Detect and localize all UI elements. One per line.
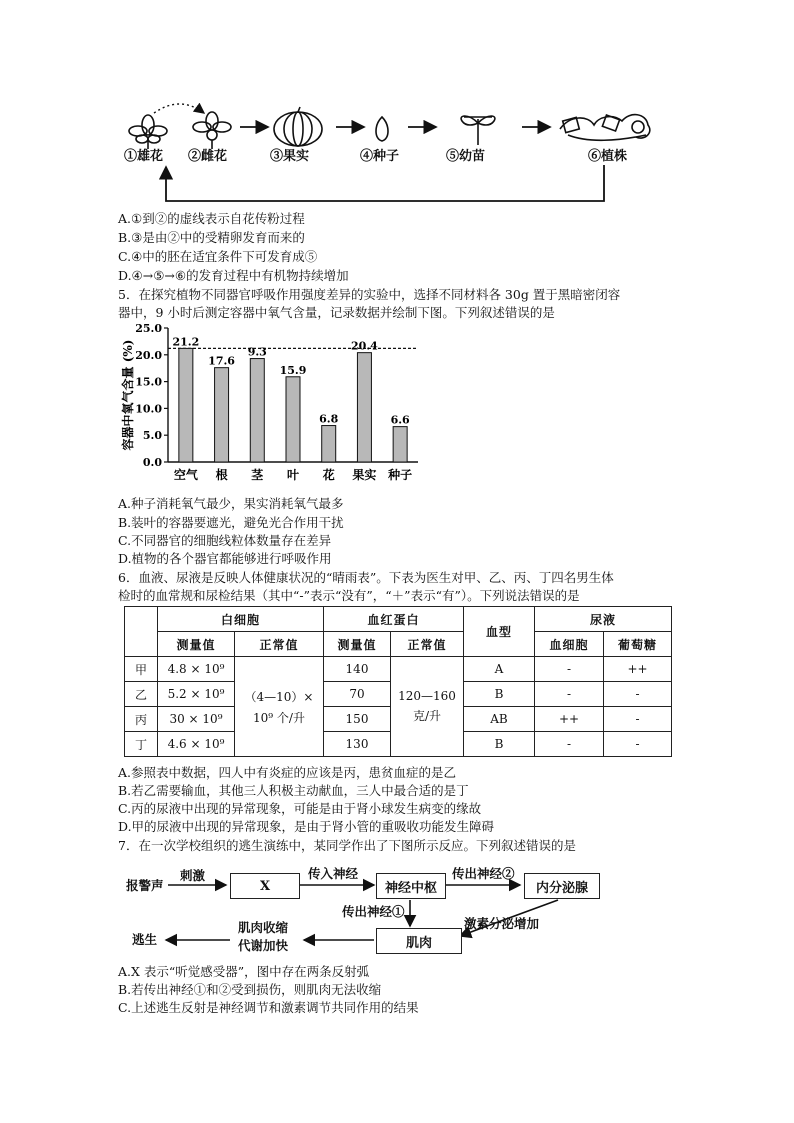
- bar-value-label: 15.9: [279, 363, 307, 377]
- stage-female-flower: ②雌花: [188, 149, 228, 164]
- q6-option-c: C.丙的尿液中出现的异常现象，可能是由于肾小球发生病变的缘故: [118, 801, 482, 816]
- hb-value: 130: [324, 732, 391, 757]
- urine-cells: -: [535, 657, 604, 682]
- q6-stem-line2: 检时的血常规和尿检结果（其中“-”表示“没有”，“＋”表示“有”）。下列说法错误的是: [118, 588, 580, 603]
- seedling-icon: [461, 116, 495, 145]
- row-name: 丙: [125, 707, 158, 732]
- muscle-box: 肌肉: [376, 928, 462, 954]
- sub-wbc-normal: 正常值: [235, 632, 324, 657]
- sub-hb-normal: 正常值: [391, 632, 464, 657]
- bar-value-label: 9.3: [247, 345, 267, 359]
- urine-glucose: ++: [604, 657, 672, 682]
- bar-value-label: 6.6: [390, 413, 410, 427]
- sub-urine-cells: 血细胞: [535, 632, 604, 657]
- q5-option-b: B.装叶的容器要遮光，避免光合作用干扰: [118, 515, 344, 530]
- wbc-value: 30 × 10⁹: [158, 707, 235, 732]
- receptor-x-box: X: [230, 873, 300, 899]
- nerve-center-box: 神经中枢: [376, 873, 446, 899]
- wbc-value: 4.8 × 10⁹: [158, 657, 235, 682]
- bar: [322, 426, 336, 462]
- q6-option-d: D.甲的尿液中出现的异常现象，是由于肾小管的重吸收功能发生障碍: [118, 819, 495, 834]
- table-corner: [125, 607, 158, 657]
- escape-label: 逃生: [132, 932, 158, 947]
- bar: [179, 348, 193, 462]
- hb-normal-line1: 120—160: [398, 689, 456, 703]
- lifecycle-figure: [118, 95, 678, 210]
- plant-icon: [560, 115, 650, 141]
- sub-hb-measured: 测量值: [324, 632, 391, 657]
- female-flower-icon: [193, 112, 231, 149]
- pumpkin-fruit-icon: [274, 107, 322, 146]
- stage-plant: ⑥植株: [588, 149, 628, 164]
- hb-normal-range: [391, 657, 464, 757]
- q4-option-b: B.③是由②中的受精卵发育而来的: [118, 230, 305, 245]
- wbc-value: 5.2 × 10⁹: [158, 682, 235, 707]
- x-category-label: 茎: [251, 468, 264, 482]
- q4-option-d: D.④→⑤→⑥的发育过程中有机物持续增加: [118, 268, 349, 283]
- bar: [250, 359, 264, 462]
- bar: [215, 368, 229, 462]
- hb-normal-line2: 克/升: [412, 709, 442, 723]
- stage-fruit: ③果实: [270, 149, 310, 164]
- q4-option-a: A.①到②的虚线表示自花传粉过程: [118, 211, 305, 226]
- q6-option-b: B.若乙需要输血，其他三人积极主动献血，三人中最合适的是丁: [118, 783, 469, 798]
- reflex-diagram: [118, 858, 638, 958]
- hb-value: 140: [324, 657, 391, 682]
- x-category-label: 空气: [173, 468, 198, 482]
- q4-option-c: C.④中的胚在适宜条件下可发育成⑤: [118, 249, 318, 264]
- q6-option-a: A.参照表中数据，四人中有炎症的应该是丙，患贫血症的是乙: [118, 765, 457, 780]
- q7-option-c: C.上述逃生反射是神经调节和激素调节共同作用的结果: [118, 1000, 419, 1015]
- row-name: 丁: [125, 732, 158, 757]
- hb-value: 70: [324, 682, 391, 707]
- bar-value-label: 6.8: [319, 412, 339, 426]
- x-category-label: 种子: [388, 468, 413, 482]
- y-axis-label: 容器中氧气含量 (%): [121, 339, 135, 451]
- bar: [286, 377, 300, 462]
- wbc-value: 4.6 × 10⁹: [158, 732, 235, 757]
- hb-value: 150: [324, 707, 391, 732]
- y-tick-label: 25.0: [135, 322, 162, 335]
- stage-seed: ④种子: [360, 149, 400, 164]
- q5-stem-line1: 5．在探究植物不同器官呼吸作用强度差异的实验中，选择不同材料各 30g 置于黑暗密闭容: [118, 287, 621, 302]
- efferent-nerve-1-label: 传出神经①: [342, 904, 405, 919]
- blood-type: B: [464, 732, 535, 757]
- urine-glucose: -: [604, 732, 672, 757]
- urine-glucose: -: [604, 707, 672, 732]
- q5-option-d: D.植物的各个器官都能够进行呼吸作用: [118, 551, 332, 566]
- q5-option-c: C.不同器官的细胞线粒体数量存在差异: [118, 533, 332, 548]
- stage-seedling: ⑤幼苗: [446, 149, 486, 164]
- q7-option-a: A.X 表示“听觉感受器”，图中存在两条反射弧: [118, 964, 370, 979]
- endocrine-gland-box: 内分泌腺: [524, 873, 600, 899]
- q5-option-a: A.种子消耗氧气最少，果实消耗氧气最多: [118, 496, 344, 511]
- blood-type: B: [464, 682, 535, 707]
- y-tick-label: 20.0: [135, 348, 162, 362]
- bar: [357, 353, 371, 462]
- bar-value-label: 17.6: [208, 354, 235, 368]
- stage-male-flower: ①雄花: [124, 149, 164, 164]
- x-category-label: 根: [215, 468, 228, 482]
- x-category-label: 叶: [286, 468, 300, 482]
- metabolism-label: 代谢加快: [238, 938, 289, 953]
- q5-stem-line2: 器中，9 小时后测定容器中氧气含量，记录数据并绘制下图。下列叙述错误的是: [118, 305, 555, 320]
- male-flower-icon: [129, 115, 167, 149]
- x-category-label: 花: [322, 468, 335, 482]
- y-tick-label: 5.0: [142, 429, 162, 443]
- urine-cells: -: [535, 682, 604, 707]
- x-category-label: 果实: [352, 468, 377, 482]
- sub-urine-glucose: 葡萄糖: [604, 632, 672, 657]
- table-row: [125, 657, 672, 682]
- hormone-label: 激素分泌增加: [464, 916, 540, 931]
- urine-cells: -: [535, 732, 604, 757]
- header-hemoglobin: 血红蛋白: [324, 607, 464, 632]
- header-urine: 尿液: [535, 607, 672, 632]
- blood-type: A: [464, 657, 535, 682]
- table-subheader-row: [125, 632, 672, 657]
- bar-value-label: 21.2: [172, 335, 200, 349]
- stimulus-label: 刺激: [180, 868, 206, 883]
- chart-canvas: [118, 320, 438, 492]
- header-blood-type: 血型: [464, 607, 535, 657]
- afferent-nerve-label: 传入神经: [308, 866, 359, 881]
- wbc-normal-line1: （4—10）×: [244, 689, 314, 704]
- q7-stem: 7．在一次学校组织的逃生演练中，某同学作出了下图所示反应。下列叙述错误的是: [118, 838, 576, 853]
- table-header-row: [125, 607, 672, 632]
- efferent-nerve-2-label: 传出神经②: [452, 866, 515, 881]
- y-tick-label: 15.0: [135, 375, 162, 389]
- q7-option-b: B.若传出神经①和②受到损伤，则肌肉无法收缩: [118, 982, 382, 997]
- header-wbc: 白细胞: [158, 607, 324, 632]
- row-name: 甲: [125, 657, 158, 682]
- urine-glucose: -: [604, 682, 672, 707]
- sub-wbc-measured: 测量值: [158, 632, 235, 657]
- alarm-label: 报警声: [126, 878, 164, 893]
- row-name: 乙: [125, 682, 158, 707]
- muscle-contract-label: 肌肉收缩: [238, 920, 289, 935]
- wbc-normal-range: [235, 657, 324, 757]
- y-tick-label: 10.0: [135, 402, 162, 416]
- urine-cells: ++: [535, 707, 604, 732]
- bar-value-label: 20.4: [351, 339, 378, 353]
- oxygen-bar-chart: [118, 320, 438, 492]
- medical-results-table: [124, 606, 672, 757]
- seed-icon: [376, 117, 388, 141]
- y-tick-label: 0.0: [142, 456, 162, 469]
- q6-stem-line1: 6．血液、尿液是反映人体健康状况的“晴雨表”。下表为医生对甲、乙、丙、丁四名男生体: [118, 570, 614, 585]
- wbc-normal-line2: 10⁹ 个/升: [253, 710, 305, 725]
- bar: [393, 427, 407, 462]
- blood-type: AB: [464, 707, 535, 732]
